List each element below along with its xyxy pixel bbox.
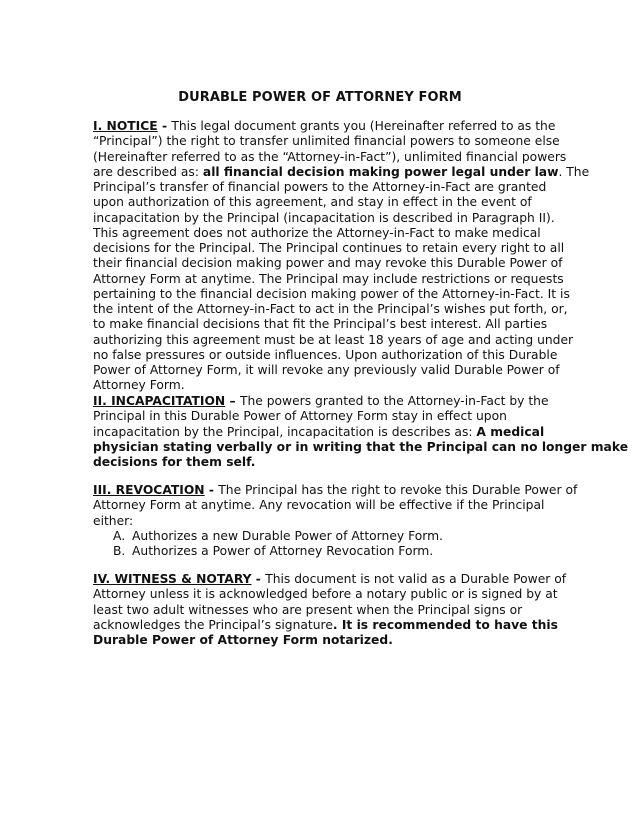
notice-text: their financial decision making power and may revoke this Durable Power of (93, 256, 563, 271)
notice-text: incapacitation by the Principal (incapacitation is described in Paragraph II). (93, 210, 555, 225)
notice-text: no false pressures or outside influences. Upon authorization of this Durable (93, 347, 558, 362)
incapacitation-text: The powers granted to the Attorney-in-Fact by the (239, 394, 549, 408)
list-item-text: Authorizes a new Durable Power of Attorney Form. (132, 528, 443, 543)
document-title: DURABLE POWER OF ATTORNEY FORM (178, 90, 462, 105)
notice-text: (Hereinafter referred to as the “Attorney-in-Fact”), unlimited financial powers (93, 149, 567, 164)
witness-line (93, 603, 555, 618)
notice-text: “Principal”) the right to transfer unlimited financial powers to someone else (93, 134, 560, 149)
incapacitation-line (93, 425, 555, 440)
revocation-section (93, 483, 578, 559)
revocation-text: either: (93, 513, 134, 528)
witness-heading: IV. WITNESS & NOTARY (93, 572, 252, 586)
witness-line (93, 633, 555, 648)
notice-line (93, 180, 555, 195)
notice-line (93, 164, 590, 180)
notice-text: This agreement does not authorize the Attorney-in-Fact to make medical (93, 225, 541, 240)
notice-line (93, 271, 564, 287)
notice-line (93, 317, 555, 332)
notice-section (93, 119, 590, 394)
notice-text: This legal document grants you (Hereinafter referred to as the (171, 119, 556, 133)
list-item-text: Authorizes a Power of Attorney Revocation Form. (132, 544, 434, 558)
notice-line (93, 363, 560, 378)
witness-text: Attorney unless it is acknowledged before a notary public or is signed by at (93, 587, 558, 602)
witness-line (93, 587, 558, 602)
notice-line (93, 378, 555, 393)
incapacitation-text: incapacitation by the Principal, incapacitation is describes as: (93, 424, 477, 439)
notice-line (93, 256, 563, 271)
revocation-text: - (204, 483, 219, 497)
notice-text: pertaining to the financial decision making power of the Attorney-in-Fact. It is (93, 286, 570, 301)
witness-notary-section (93, 572, 567, 648)
incapacitation-line (93, 455, 555, 470)
notice-line (93, 211, 555, 226)
notice-text: - (157, 119, 172, 133)
witness-text: - (251, 572, 266, 586)
witness-line (93, 572, 567, 587)
incapacitation-text: physician stating verbally or in writing that the Principal can no longer make (93, 439, 629, 454)
incapacitation-line (93, 394, 555, 409)
witness-text: Durable Power of Attorney Form notarized. (93, 633, 393, 647)
revocation-text: Attorney Form at anytime. Any revocation will be effective if the Principal (93, 498, 545, 513)
notice-text: Attorney Form. (93, 378, 185, 393)
incapacitation-text: decisions for them self. (93, 455, 256, 469)
notice-line (93, 241, 565, 256)
notice-text: Attorney Form at anytime. The Principal may include restrictions or requests (93, 271, 564, 286)
incapacitation-line (93, 439, 629, 455)
notice-text: Power of Attorney Form, it will revoke any previously valid Durable Power of (93, 363, 560, 377)
revocation-text: The Principal has the right to revoke this Durable Power of (218, 483, 578, 497)
notice-line (93, 195, 555, 210)
list-marker: B. (113, 544, 126, 558)
notice-line (93, 226, 555, 241)
incapacitation-text: A medical (476, 424, 545, 439)
incapacitation-heading: II. INCAPACITATION (93, 394, 226, 408)
witness-text: . It is recommended to have this (332, 617, 558, 632)
revocation-line (93, 514, 555, 529)
revocation-line (93, 483, 578, 498)
revocation-heading: III. REVOCATION (93, 483, 205, 497)
notice-line (93, 302, 568, 317)
witness-text: least two adult witnesses who are present when the Principal signs or (93, 602, 523, 617)
incapacitation-text: – (225, 394, 240, 408)
list-item (93, 544, 555, 559)
notice-line (93, 119, 555, 134)
notice-text: decisions for the Principal. The Principal continues to retain every right to all (93, 241, 565, 255)
notice-text: all financial decision making power legal under law (202, 164, 559, 179)
incapacitation-text: Principal in this Durable Power of Attorney Form stay in effect upon (93, 409, 507, 424)
notice-line (93, 286, 570, 302)
notice-text: the intent of the Attorney-in-Fact to act in the Principal’s wishes put forth, or, (93, 302, 568, 316)
notice-line (93, 347, 558, 363)
notice-line (93, 332, 574, 348)
witness-line (93, 617, 558, 633)
witness-text: This document is not valid as a Durable Power of (265, 572, 567, 586)
notice-text: . The (558, 164, 590, 179)
revocation-line (93, 498, 555, 513)
incapacitation-line (93, 409, 555, 424)
incapacitation-section (93, 394, 629, 470)
notice-text: upon authorization of this agreement, and stay in effect in the event of (93, 195, 532, 210)
notice-text: Principal’s transfer of financial powers to the Attorney-in-Fact are granted (93, 180, 547, 194)
notice-text: to make financial decisions that fit the Principal’s best interest. All parties (93, 317, 548, 332)
notice-heading: I. NOTICE (93, 119, 158, 133)
notice-line (93, 134, 560, 149)
notice-text: are described as: (93, 164, 203, 179)
witness-text: acknowledges the Principal’s signature (93, 617, 333, 632)
list-marker: A. (113, 528, 126, 543)
list-item (93, 529, 555, 544)
notice-line (93, 149, 567, 165)
notice-text: authorizing this agreement must be at least 18 years of age and acting under (93, 332, 574, 347)
